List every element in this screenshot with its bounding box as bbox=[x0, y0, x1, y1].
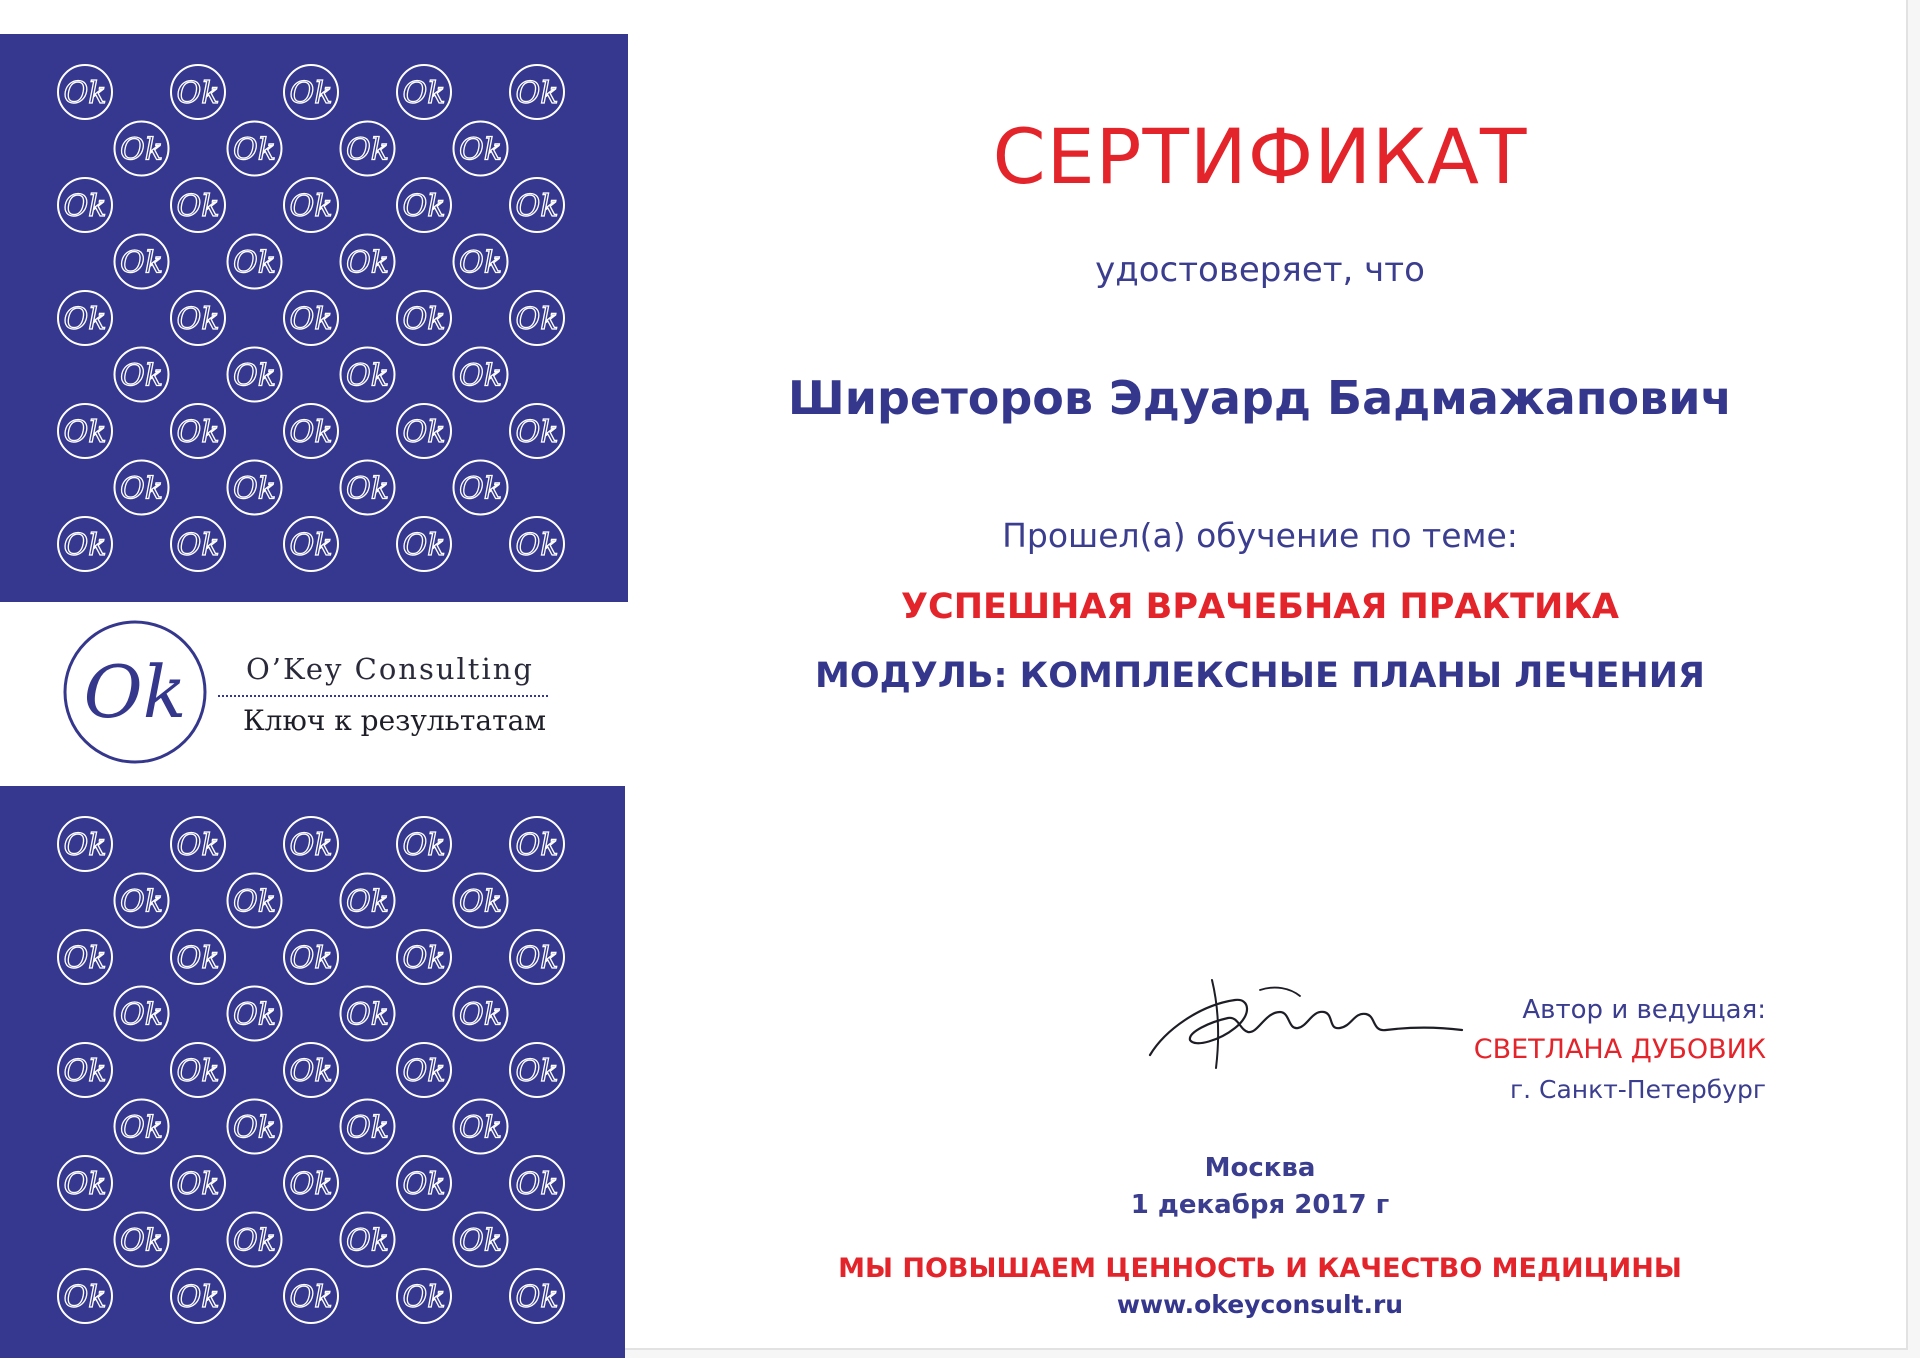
ok-badge-icon bbox=[341, 874, 395, 928]
svg-text:Ok: Ok bbox=[402, 189, 446, 224]
ok-logo-icon bbox=[60, 617, 210, 767]
svg-text:Ok: Ok bbox=[515, 528, 559, 563]
ok-badge-icon bbox=[341, 461, 395, 515]
ok-badge-icon bbox=[58, 291, 112, 345]
svg-text:Ok: Ok bbox=[176, 415, 220, 450]
svg-text:Ok: Ok bbox=[515, 941, 559, 976]
svg-text:Ok: Ok bbox=[289, 941, 333, 976]
svg-text:Ok: Ok bbox=[176, 1167, 220, 1202]
svg-text:Ok: Ok bbox=[233, 884, 276, 920]
ok-badge-icon bbox=[510, 178, 564, 232]
ok-badge-icon bbox=[454, 348, 508, 402]
ok-badge-icon bbox=[510, 1269, 564, 1323]
svg-text:Ok: Ok bbox=[346, 132, 389, 168]
module-title: МОДУЛЬ: КОМПЛЕКСНЫЕ ПЛАНЫ ЛЕЧЕНИЯ bbox=[815, 656, 1705, 696]
ok-badge-icon bbox=[58, 1269, 112, 1323]
svg-text:Ok: Ok bbox=[459, 884, 502, 920]
certificate-title: СЕРТИФИКАТ bbox=[992, 112, 1528, 201]
svg-text:Ok: Ok bbox=[233, 471, 276, 507]
ok-badge-icon bbox=[284, 65, 338, 119]
svg-text:Ok: Ok bbox=[346, 1110, 389, 1146]
ok-badge-icon bbox=[284, 930, 338, 984]
ok-badge-icon bbox=[397, 291, 451, 345]
svg-text:Ok: Ok bbox=[402, 302, 446, 337]
svg-text:Ok: Ok bbox=[63, 189, 107, 224]
company-website: www.okeyconsult.ru bbox=[1116, 1290, 1404, 1319]
ok-badge-icon bbox=[397, 404, 451, 458]
svg-text:Ok: Ok bbox=[233, 358, 276, 394]
svg-text:Ok: Ok bbox=[402, 76, 446, 111]
svg-text:Ok: Ok bbox=[459, 132, 502, 168]
ok-badge-icon bbox=[454, 1100, 508, 1154]
svg-text:Ok: Ok bbox=[289, 1167, 333, 1202]
brand-tagline: Ключ к результатам bbox=[243, 704, 547, 737]
ok-badge-icon bbox=[341, 348, 395, 402]
ok-badge-icon bbox=[454, 122, 508, 176]
author-name: СВЕТЛАНА ДУБОВИК bbox=[1473, 1034, 1766, 1065]
ok-badge-icon bbox=[284, 178, 338, 232]
ok-pattern-icon bbox=[0, 786, 625, 1358]
ok-badge-icon bbox=[510, 930, 564, 984]
ok-badge-icon bbox=[58, 178, 112, 232]
ok-badge-icon bbox=[510, 65, 564, 119]
svg-text:Ok: Ok bbox=[515, 1054, 559, 1089]
logo-pattern-bottom bbox=[0, 786, 625, 1358]
certificate-lead: удостоверяет, что bbox=[1095, 250, 1425, 290]
ok-badge-icon bbox=[397, 1043, 451, 1097]
svg-text:Ok: Ok bbox=[346, 471, 389, 507]
ok-badge-icon bbox=[341, 987, 395, 1041]
brand-name: O’Key Consulting bbox=[246, 652, 534, 686]
svg-text:Ok: Ok bbox=[63, 828, 107, 863]
svg-text:Ok: Ok bbox=[459, 997, 502, 1033]
ok-badge-icon bbox=[510, 291, 564, 345]
ok-badge-icon bbox=[341, 122, 395, 176]
svg-text:Ok: Ok bbox=[289, 1054, 333, 1089]
svg-text:Ok: Ok bbox=[402, 941, 446, 976]
svg-text:Ok: Ok bbox=[289, 76, 333, 111]
svg-text:Ok: Ok bbox=[176, 189, 220, 224]
ok-badge-icon bbox=[454, 1213, 508, 1267]
svg-text:Ok: Ok bbox=[402, 1167, 446, 1202]
svg-text:Ok: Ok bbox=[459, 1110, 502, 1146]
ok-badge-icon bbox=[171, 1156, 225, 1210]
svg-text:Ok: Ok bbox=[289, 415, 333, 450]
ok-pattern-icon bbox=[0, 34, 628, 602]
svg-text:Ok: Ok bbox=[402, 528, 446, 563]
ok-badge-icon bbox=[397, 1156, 451, 1210]
ok-badge-icon bbox=[284, 517, 338, 571]
svg-text:Ok: Ok bbox=[515, 828, 559, 863]
svg-text:Ok: Ok bbox=[176, 1280, 220, 1315]
ok-badge-icon bbox=[171, 178, 225, 232]
ok-badge-icon bbox=[454, 987, 508, 1041]
svg-text:Ok: Ok bbox=[459, 245, 502, 281]
ok-badge-icon bbox=[397, 1269, 451, 1323]
ok-badge-icon bbox=[284, 291, 338, 345]
svg-text:Ok: Ok bbox=[63, 76, 107, 111]
ok-badge-icon bbox=[228, 874, 282, 928]
svg-text:Ok: Ok bbox=[176, 76, 220, 111]
ok-badge-icon bbox=[454, 874, 508, 928]
svg-text:Ok: Ok bbox=[63, 415, 107, 450]
ok-badge-icon bbox=[58, 65, 112, 119]
ok-badge-icon bbox=[454, 461, 508, 515]
topic-label: Прошел(а) обучение по теме: bbox=[1002, 516, 1518, 555]
svg-text:Ok: Ok bbox=[120, 1110, 163, 1146]
ok-badge-icon bbox=[58, 1043, 112, 1097]
ok-badge-icon bbox=[228, 122, 282, 176]
svg-text:Ok: Ok bbox=[233, 245, 276, 281]
ok-badge-icon bbox=[284, 817, 338, 871]
ok-badge-icon bbox=[58, 517, 112, 571]
ok-badge-icon bbox=[397, 517, 451, 571]
ok-badge-icon bbox=[510, 817, 564, 871]
svg-text:Ok: Ok bbox=[63, 302, 107, 337]
svg-text:Ok: Ok bbox=[346, 884, 389, 920]
ok-badge-icon bbox=[284, 1043, 338, 1097]
author-role: Автор и ведущая: bbox=[1522, 995, 1766, 1025]
svg-text:Ok: Ok bbox=[63, 1280, 107, 1315]
logo-pattern-top bbox=[0, 34, 628, 602]
author-block bbox=[1474, 990, 1766, 1110]
svg-text:Ok: Ok bbox=[63, 528, 107, 563]
ok-badge-icon bbox=[171, 1269, 225, 1323]
svg-text:Ok: Ok bbox=[515, 189, 559, 224]
svg-text:Ok: Ok bbox=[402, 1280, 446, 1315]
ok-badge-icon bbox=[171, 291, 225, 345]
brand-divider bbox=[218, 695, 548, 697]
svg-text:Ok: Ok bbox=[233, 1110, 276, 1146]
ok-badge-icon bbox=[397, 65, 451, 119]
svg-text:Ok: Ok bbox=[120, 132, 163, 168]
ok-badge-icon bbox=[228, 235, 282, 289]
ok-badge-icon bbox=[58, 930, 112, 984]
ok-badge-icon bbox=[228, 1100, 282, 1154]
ok-badge-icon bbox=[284, 1269, 338, 1323]
svg-text:Ok: Ok bbox=[176, 1054, 220, 1089]
ok-badge-icon bbox=[58, 404, 112, 458]
course-title: УСПЕШНАЯ ВРАЧЕБНАЯ ПРАКТИКА bbox=[901, 587, 1619, 627]
issue-date: 1 декабря 2017 г bbox=[1130, 1190, 1390, 1220]
ok-badge-icon bbox=[58, 817, 112, 871]
svg-text:Ok: Ok bbox=[289, 302, 333, 337]
svg-text:Ok: Ok bbox=[515, 415, 559, 450]
ok-badge-icon bbox=[397, 930, 451, 984]
svg-text:Ok: Ok bbox=[120, 997, 163, 1033]
ok-badge-icon bbox=[228, 348, 282, 402]
ok-badge-icon bbox=[510, 1156, 564, 1210]
svg-text:Ok: Ok bbox=[346, 1223, 389, 1259]
svg-text:Ok: Ok bbox=[515, 1167, 559, 1202]
ok-badge-icon bbox=[115, 1213, 169, 1267]
svg-text:Ok: Ok bbox=[176, 302, 220, 337]
svg-text:Ok: Ok bbox=[176, 528, 220, 563]
ok-badge-icon bbox=[115, 235, 169, 289]
svg-text:Ok: Ok bbox=[459, 1223, 502, 1259]
svg-text:Ok: Ok bbox=[402, 828, 446, 863]
ok-badge-icon bbox=[228, 461, 282, 515]
ok-badge-icon bbox=[341, 1213, 395, 1267]
svg-text:Ok: Ok bbox=[515, 302, 559, 337]
ok-badge-icon bbox=[171, 817, 225, 871]
svg-text:Ok: Ok bbox=[176, 941, 220, 976]
ok-badge-icon bbox=[454, 235, 508, 289]
ok-badge-icon bbox=[171, 517, 225, 571]
svg-text:Ok: Ok bbox=[289, 189, 333, 224]
ok-badge-icon bbox=[115, 987, 169, 1041]
svg-text:Ok: Ok bbox=[63, 941, 107, 976]
svg-text:Ok: Ok bbox=[289, 1280, 333, 1315]
svg-text:Ok: Ok bbox=[233, 132, 276, 168]
svg-text:Ok: Ok bbox=[346, 358, 389, 394]
ok-badge-icon bbox=[510, 1043, 564, 1097]
company-slogan: МЫ ПОВЫШАЕМ ЦЕННОСТЬ И КАЧЕСТВО МЕДИЦИНЫ bbox=[838, 1253, 1682, 1284]
svg-text:Ok: Ok bbox=[176, 828, 220, 863]
svg-text:Ok: Ok bbox=[402, 1054, 446, 1089]
ok-badge-icon bbox=[284, 1156, 338, 1210]
ok-badge-icon bbox=[510, 404, 564, 458]
svg-text:Ok: Ok bbox=[459, 471, 502, 507]
ok-badge-icon bbox=[171, 1043, 225, 1097]
svg-text:Ok: Ok bbox=[459, 358, 502, 394]
svg-text:Ok: Ok bbox=[120, 471, 163, 507]
ok-badge-icon bbox=[115, 122, 169, 176]
logo-mark: Ok bbox=[83, 650, 187, 734]
ok-badge-icon bbox=[510, 517, 564, 571]
svg-text:Ok: Ok bbox=[402, 415, 446, 450]
ok-badge-icon bbox=[341, 235, 395, 289]
svg-text:Ok: Ok bbox=[63, 1054, 107, 1089]
ok-badge-icon bbox=[115, 348, 169, 402]
svg-text:Ok: Ok bbox=[120, 1223, 163, 1259]
svg-text:Ok: Ok bbox=[346, 997, 389, 1033]
svg-text:Ok: Ok bbox=[63, 1167, 107, 1202]
ok-badge-icon bbox=[115, 1100, 169, 1154]
svg-text:Ok: Ok bbox=[233, 997, 276, 1033]
ok-badge-icon bbox=[228, 987, 282, 1041]
ok-badge-icon bbox=[171, 404, 225, 458]
svg-text:Ok: Ok bbox=[346, 245, 389, 281]
svg-text:Ok: Ok bbox=[120, 358, 163, 394]
svg-text:Ok: Ok bbox=[233, 1223, 276, 1259]
ok-badge-icon bbox=[341, 1100, 395, 1154]
ok-badge-icon bbox=[397, 178, 451, 232]
ok-badge-icon bbox=[171, 930, 225, 984]
brand-logo bbox=[0, 602, 628, 786]
recipient-name: Ширеторов Эдуард Бадмажапович bbox=[787, 371, 1733, 425]
ok-badge-icon bbox=[115, 461, 169, 515]
svg-text:Ok: Ok bbox=[289, 528, 333, 563]
ok-badge-icon bbox=[115, 874, 169, 928]
ok-badge-icon bbox=[228, 1213, 282, 1267]
svg-text:Ok: Ok bbox=[515, 76, 559, 111]
svg-text:Ok: Ok bbox=[289, 828, 333, 863]
svg-text:Ok: Ok bbox=[515, 1280, 559, 1315]
ok-badge-icon bbox=[58, 1156, 112, 1210]
svg-text:Ok: Ok bbox=[120, 245, 163, 281]
ok-badge-icon bbox=[171, 65, 225, 119]
issue-place: Москва bbox=[1204, 1153, 1316, 1183]
author-signature bbox=[1140, 960, 1470, 1080]
ok-badge-icon bbox=[397, 817, 451, 871]
ok-badge-icon bbox=[284, 404, 338, 458]
svg-text:Ok: Ok bbox=[120, 884, 163, 920]
author-city: г. Санкт-Петербург bbox=[1509, 1075, 1766, 1104]
